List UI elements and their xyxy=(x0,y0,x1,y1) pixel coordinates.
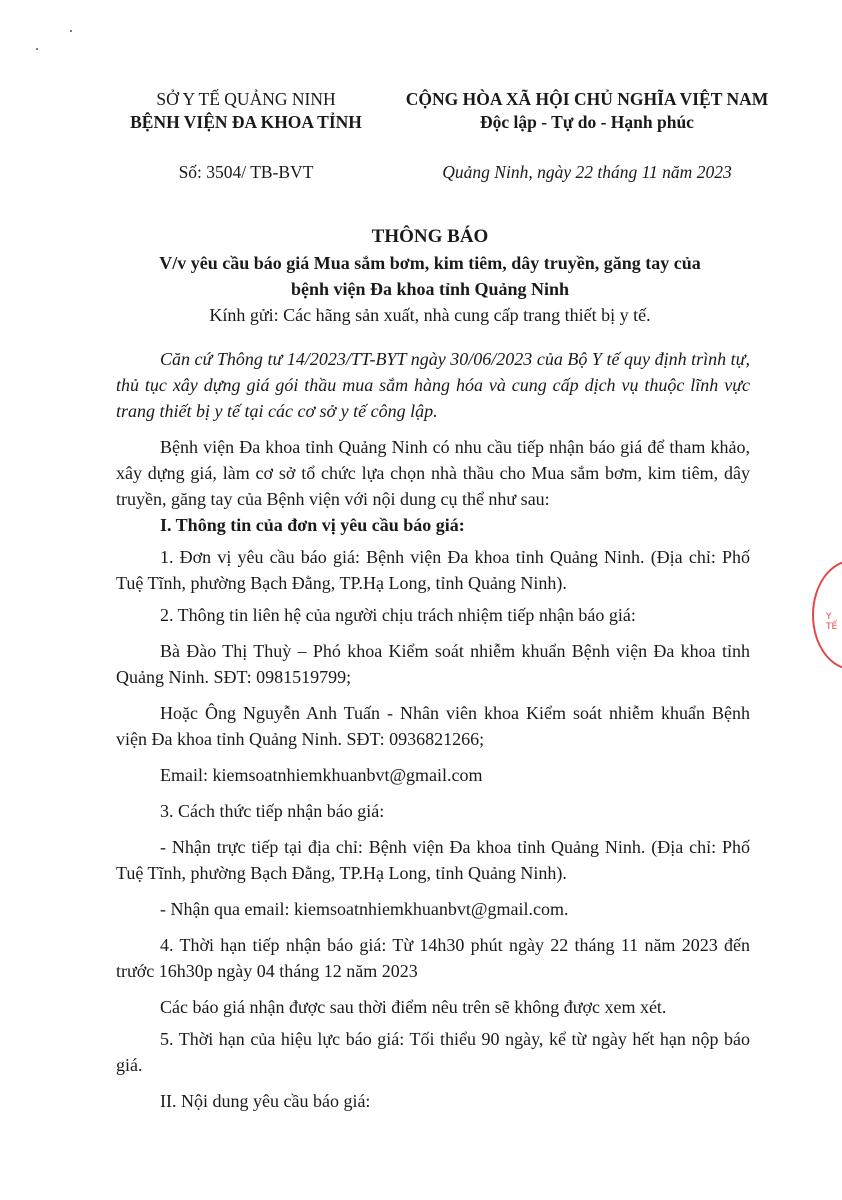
national-motto xyxy=(382,88,792,134)
title-block xyxy=(100,224,760,328)
org-parent: SỞ Y TẾ QUẢNG NINH xyxy=(156,89,336,109)
org-name: BỆNH VIỆN ĐA KHOA TỈNH xyxy=(130,112,362,132)
item-2: 2. Thông tin liên hệ của người chịu trách nhiệm tiếp nhận báo giá: xyxy=(160,605,636,625)
item-4-note: Các báo giá nhận được sau thời điểm nêu trên sẽ không được xem xét. xyxy=(160,997,667,1017)
document-number: Số: 3504/ TB-BVT xyxy=(178,162,314,182)
scan-speck xyxy=(70,30,72,32)
item-3a: - Nhận trực tiếp tại địa chỉ: Bệnh viện Đa khoa tỉnh Quảng Ninh. (Địa chỉ: Phố Tuệ Tĩnh, phường Bạch Đằng, TP.Hạ Long, tỉnh Quảng Ninh). xyxy=(116,837,750,883)
subject-line-1: V/v yêu cầu báo giá Mua sắm bơm, kim tiêm, dây truyền, găng tay của xyxy=(159,253,701,273)
motto: Độc lập - Tự do - Hạnh phúc xyxy=(480,112,694,132)
legal-basis-paragraph: Căn cứ Thông tư 14/2023/TT-BYT ngày 30/06/2023 của Bộ Y tế quy định trình tự, thủ tục xây dựng giá gói thầu mua sắm hàng hóa và cung cấp dịch vụ thuộc lĩnh vực trang thiết bị y tế tại các cơ sở y tế công lập. xyxy=(116,349,750,421)
stamp-text: Y TẾ xyxy=(826,612,838,632)
subject-line-2: bệnh viện Đa khoa tỉnh Quảng Ninh xyxy=(290,279,570,299)
section-2-heading: II. Nội dung yêu cầu báo giá: xyxy=(160,1091,371,1111)
scan-speck xyxy=(36,48,38,50)
document-body xyxy=(116,346,750,1114)
item-1: 1. Đơn vị yêu cầu báo giá: Bệnh viện Đa khoa tỉnh Quảng Ninh. (Địa chỉ: Phố Tuệ Tĩnh, phường Bạch Đằng, TP.Hạ Long, tỉnh Quảng Ninh). xyxy=(116,547,750,593)
intro-paragraph: Bệnh viện Đa khoa tỉnh Quảng Ninh có nhu cầu tiếp nhận báo giá để tham khảo, xây dựng giá, làm cơ sở tổ chức lựa chọn nhà thầu cho Mua sắm bơm, kim tiêm, dây truyền, găng tay của Bệnh viện với nội dung cụ thể như sau: xyxy=(116,437,750,509)
contact-email: Email: kiemsoatnhiemkhuanbvt@gmail.com xyxy=(160,765,483,785)
issuing-organization xyxy=(96,88,396,134)
contact-person-2: Hoặc Ông Nguyễn Anh Tuấn - Nhân viên khoa Kiểm soát nhiễm khuẩn Bệnh viện Đa khoa tỉnh Quảng Ninh. SĐT: 0936821266; xyxy=(116,703,750,749)
section-1-heading: I. Thông tin của đơn vị yêu cầu báo giá: xyxy=(160,515,465,535)
document-title: THÔNG BÁO xyxy=(371,226,489,247)
item-5: 5. Thời hạn của hiệu lực báo giá: Tối thiểu 90 ngày, kể từ ngày hết hạn nộp báo giá. xyxy=(116,1029,750,1075)
document-date: Quảng Ninh, ngày 22 tháng 11 năm 2023 xyxy=(442,162,732,182)
item-3b: - Nhận qua email: kiemsoatnhiemkhuanbvt@gmail.com. xyxy=(160,899,569,919)
item-4: 4. Thời hạn tiếp nhận báo giá: Từ 14h30 phút ngày 22 tháng 11 năm 2023 đến trước 16h30p ngày 04 tháng 12 năm 2023 xyxy=(116,935,750,981)
item-3: 3. Cách thức tiếp nhận báo giá: xyxy=(160,801,385,821)
recipient-line: Kính gửi: Các hãng sản xuất, nhà cung cấp trang thiết bị y tế. xyxy=(209,305,651,325)
nation-name: CỘNG HÒA XÃ HỘI CHỦ NGHĨA VIỆT NAM xyxy=(405,89,769,109)
contact-person-1: Bà Đào Thị Thuỳ – Phó khoa Kiểm soát nhiễm khuẩn Bệnh viện Đa khoa tỉnh Quảng Ninh. SĐT: 0981519799; xyxy=(116,641,750,687)
